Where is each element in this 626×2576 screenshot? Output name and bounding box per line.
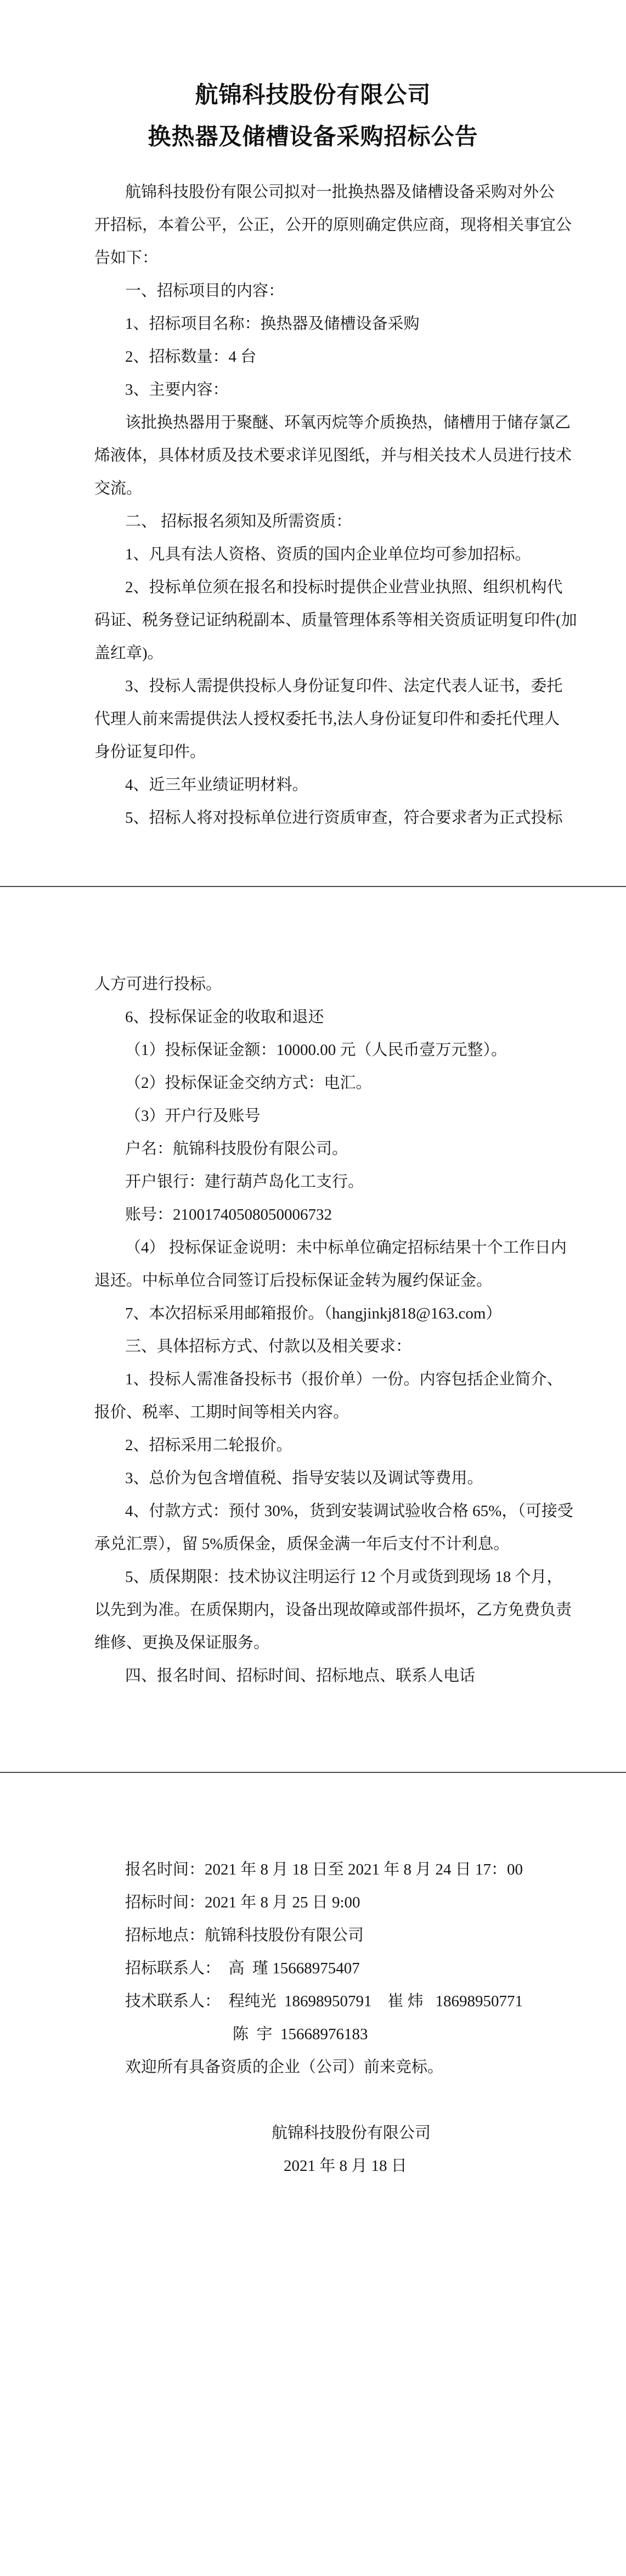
text-line: 以先到为准。在质保期内，设备出现故障或部件损坏，乙方免费负责 <box>94 1601 572 1619</box>
signature-date-line: 2021 年 8 月 18 日 <box>284 2157 407 2175</box>
scanned-page-2 <box>0 968 626 1692</box>
scanned-page-1 <box>0 176 626 834</box>
text-line: 4、近三年业绩证明材料。 <box>125 776 308 794</box>
text-line: 1、凡具有法人资格、资质的国内企业单位均可参加招标。 <box>125 546 531 563</box>
text-line: 2、投标单位须在报名和投标时提供企业营业执照、组织机构代 <box>125 579 563 596</box>
scanned-page-3 <box>0 1853 626 2182</box>
text-line: 2、招标数量：4 台 <box>125 348 257 366</box>
bank-line: 开户银行：建行葫芦岛化工支行。 <box>125 1173 364 1191</box>
section-heading-4: 四、报名时间、招标时间、招标地点、联系人电话 <box>125 1667 476 1685</box>
text-line: 航锦科技股份有限公司拟对一批换热器及储槽设备采购对外公 <box>125 183 555 201</box>
account-name-line: 户名：航锦科技股份有限公司。 <box>125 1140 348 1158</box>
text-line: 1、投标人需准备投标书（报价单）一份。内容包括企业简介、 <box>125 1371 563 1388</box>
bid-contact-line: 招标联系人： 高 瑾 15668975407 <box>125 1960 360 1977</box>
text-line: 告如下： <box>94 249 159 267</box>
text-line: 烯液体，具体材质及技术要求详见图纸，并与相关技术人员进行技术 <box>94 447 572 464</box>
text-line: （4） 投标保证金说明：未中标单位确定招标结果十个工作日内 <box>125 1239 567 1256</box>
text-line: 1、招标项目名称：换热器及储槽设备采购 <box>125 315 420 333</box>
text-line: 4、付款方式：预付 30%，货到安装调试验收合格 65%，（可接受 <box>125 1502 573 1520</box>
text-line: 5、质保期限：技术协议注明运行 12 个月或货到现场 18 个月， <box>125 1568 563 1586</box>
text-line: （3）开户行及账号 <box>125 1107 261 1125</box>
document-title-line-1: 航锦科技股份有限公司 <box>195 83 431 108</box>
text-line: 3、总价为包含增值税、指导安装以及调试等费用。 <box>125 1469 483 1487</box>
text-line: 3、主要内容： <box>125 381 229 399</box>
text-line: 6、投标保证金的收取和退还 <box>125 1008 324 1026</box>
signature-company-line: 航锦科技股份有限公司 <box>272 2124 431 2142</box>
tech-contact-line-2: 陈 宇 15668976183 <box>233 2025 368 2043</box>
text-line: 3、投标人需提供投标人身份证复印件、法定代表人证书，委托 <box>125 677 563 695</box>
text-line: 开招标，本着公平，公正，公开的原则确定供应商，现将相关事宜公 <box>94 216 572 234</box>
text-line: 代理人前来需提供法人授权委托书,法人身份证复印件和委托代理人 <box>94 710 560 728</box>
page-divider <box>0 1772 626 1773</box>
text-line: （2）投标保证金交纳方式：电汇。 <box>125 1074 372 1092</box>
welcome-line: 欢迎所有具备资质的企业（公司）前来竞标。 <box>125 2058 444 2076</box>
text-line: 报价、税率、工期时间等相关内容。 <box>94 1404 349 1421</box>
registration-time-line: 报名时间：2021 年 8 月 18 日至 2021 年 8 月 24 日 17：00 <box>125 1861 523 1878</box>
section-heading-1: 一、招标项目的内容： <box>125 282 285 300</box>
text-line: 人方可进行投标。 <box>94 975 222 993</box>
document-title-line-2: 换热器及储槽设备采购招标公告 <box>148 125 478 150</box>
bid-location-line: 招标地点：航锦科技股份有限公司 <box>125 1927 364 1944</box>
text-line: 2、招标采用二轮报价。 <box>125 1436 292 1454</box>
section-heading-2: 二、 招标报名须知及所需资质： <box>125 513 352 530</box>
deposit-amount-line: （1）投标保证金额：10000.00 元（人民币壹万元整）。 <box>125 1041 507 1059</box>
text-line: 码证、税务登记证纳税副本、质量管理体系等相关资质证明复印件(加 <box>94 611 577 629</box>
document-body <box>0 176 626 2182</box>
text-line: 维修、更换及保证服务。 <box>94 1634 270 1652</box>
text-line: 该批换热器用于聚醚、环氧丙烷等介质换热，储槽用于储存氯乙 <box>125 414 571 431</box>
text-line: 交流。 <box>94 480 143 497</box>
text-line: 5、招标人将对投标单位进行资质审查，符合要求者为正式投标 <box>125 809 563 827</box>
section-heading-3: 三、具体招标方式、付款以及相关要求： <box>125 1338 412 1355</box>
text-line: 盖红章)。 <box>94 644 163 662</box>
text-line: 承兑汇票），留 5%质保金，质保金满一年后支付不计利息。 <box>94 1535 510 1553</box>
email-quote-line: 7、本次招标采用邮箱报价。（hangjinkj818@163.com） <box>125 1305 502 1322</box>
tech-contact-line: 技术联系人： 程纯光 18698950791 崔 炜 18698950771 <box>125 1993 523 2010</box>
text-line: 退还。中标单位合同签订后投标保证金转为履约保证金。 <box>94 1272 493 1289</box>
page-divider <box>0 886 626 887</box>
bid-time-line: 招标时间：2021 年 8 月 25 日 9:00 <box>125 1894 360 1911</box>
account-number-line: 账号：21001740508050006732 <box>125 1206 332 1224</box>
text-line: 身份证复印件。 <box>94 743 206 761</box>
